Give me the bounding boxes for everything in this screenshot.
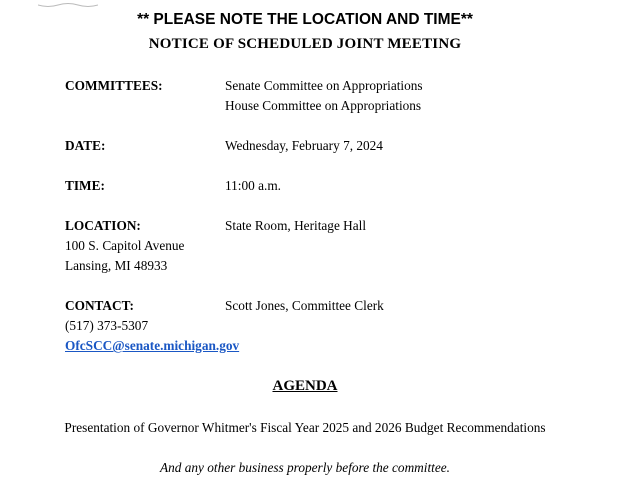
contact-value: Scott Jones, Committee Clerk xyxy=(225,298,384,313)
contact-email-link[interactable]: OfcSCC@senate.michigan.gov xyxy=(65,338,240,353)
time-value: 11:00 a.m. xyxy=(225,178,282,193)
agenda-item: Presentation of Governor Whitmer's Fiscal Year 2025 and 2026 Budget Recommendations xyxy=(64,420,546,435)
committees-label: COMMITTEES: xyxy=(65,78,163,93)
agenda-closing-note: And any other business properly before the committee. xyxy=(159,460,450,475)
location-time-banner: ** PLEASE NOTE THE LOCATION AND TIME** xyxy=(137,11,473,28)
date-value: Wednesday, February 7, 2024 xyxy=(225,138,383,153)
committee-house: House Committee on Appropriations xyxy=(225,98,422,113)
time-label: TIME: xyxy=(65,178,105,193)
page-corner-mark xyxy=(38,0,98,2)
location-value: State Room, Heritage Hall xyxy=(225,218,367,233)
committee-senate: Senate Committee on Appropriations xyxy=(225,78,423,93)
address-line-2: Lansing, MI 48933 xyxy=(65,258,168,273)
location-label: LOCATION: xyxy=(65,218,141,233)
contact-label: CONTACT: xyxy=(65,298,134,313)
date-label: DATE: xyxy=(65,138,106,153)
address-line-1: 100 S. Capitol Avenue xyxy=(65,238,185,253)
contact-phone: (517) 373-5307 xyxy=(65,318,149,333)
agenda-heading: AGENDA xyxy=(272,378,338,394)
page-title: NOTICE OF SCHEDULED JOINT MEETING xyxy=(148,36,462,52)
